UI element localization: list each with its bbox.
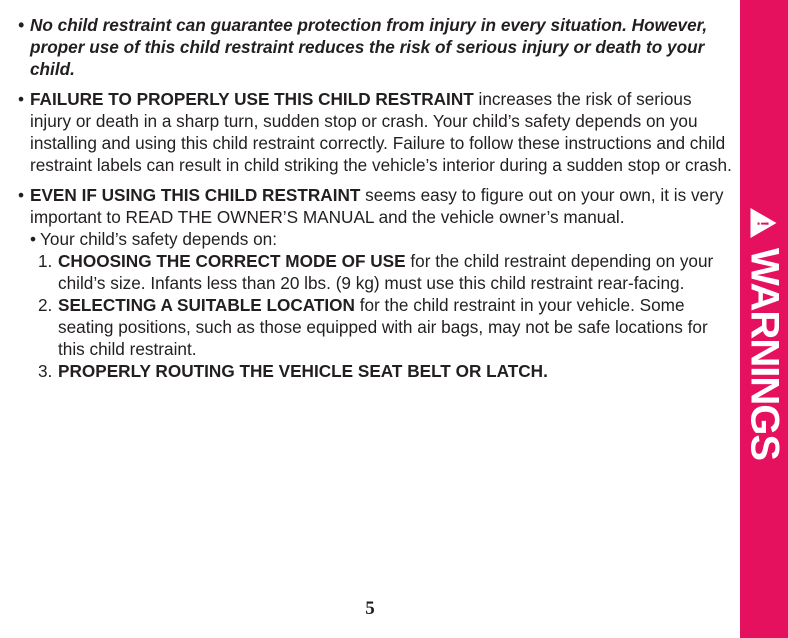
warning-text: seems easy to figure out on your own, it is very important to READ THE OWNER’S MANUAL and the vehicle owner’s manual.: [30, 185, 724, 227]
warning-intro: [18, 14, 733, 80]
item-text: for the child restraint in your vehicle. Some seating positions, such as those equipped with air bags, may not be safe locations for this child restraint.: [58, 295, 708, 359]
list-item: [30, 360, 733, 382]
list-item: [30, 294, 733, 360]
item-heading: SELECTING A SUITABLE LOCATION: [58, 295, 355, 315]
warning-text: No child restraint can guarantee protection from injury in every situation. However, proper use of this child restraint reduces the risk of serious injury or death to your child.: [30, 15, 708, 79]
page-number: 5: [365, 598, 375, 619]
warnings-sidebar-tab: [740, 0, 788, 638]
item-number: 1.: [38, 251, 53, 271]
warning-triangle-icon: [751, 208, 777, 238]
warning-heading: EVEN IF USING THIS CHILD RESTRAINT: [30, 185, 361, 205]
warning-heading: FAILURE TO PROPERLY USE THIS CHILD RESTRAINT: [30, 89, 474, 109]
warning-text: increases the risk of serious injury or death in a sharp turn, sudden stop or crash. Your child’s safety depends on you installing and using this child restraint correctly. Failure to follow these instructions and child restraint labels can result in child striking the vehicle’s interior during a sudden stop or crash.: [30, 89, 732, 175]
bullet: •: [18, 15, 25, 35]
bullet: •: [18, 89, 25, 109]
sub-text: Your child’s safety depends on:: [40, 229, 277, 249]
item-heading: PROPERLY ROUTING THE VEHICLE SEAT BELT OR LATCH.: [58, 361, 548, 381]
item-heading: CHOOSING THE CORRECT MODE OF USE: [58, 251, 406, 271]
item-text: for the child restraint depending on your child’s size. Infants less than 20 lbs. (9 kg) must use this child restraint rear-facing.: [58, 251, 714, 293]
sidebar-label: WARNINGS: [742, 248, 787, 460]
list-item: [30, 250, 733, 294]
warning-improper-use: [18, 88, 733, 176]
item-number: 2.: [38, 295, 53, 315]
exclamation-mark: !: [754, 221, 771, 226]
bullet: •: [30, 229, 37, 249]
safety-depends-on: [30, 228, 733, 250]
item-number: 3.: [38, 361, 53, 381]
warning-read-manual: [18, 184, 733, 228]
bullet: •: [18, 185, 25, 205]
warnings-content: [18, 14, 733, 382]
sidebar-label-group: [742, 208, 787, 460]
